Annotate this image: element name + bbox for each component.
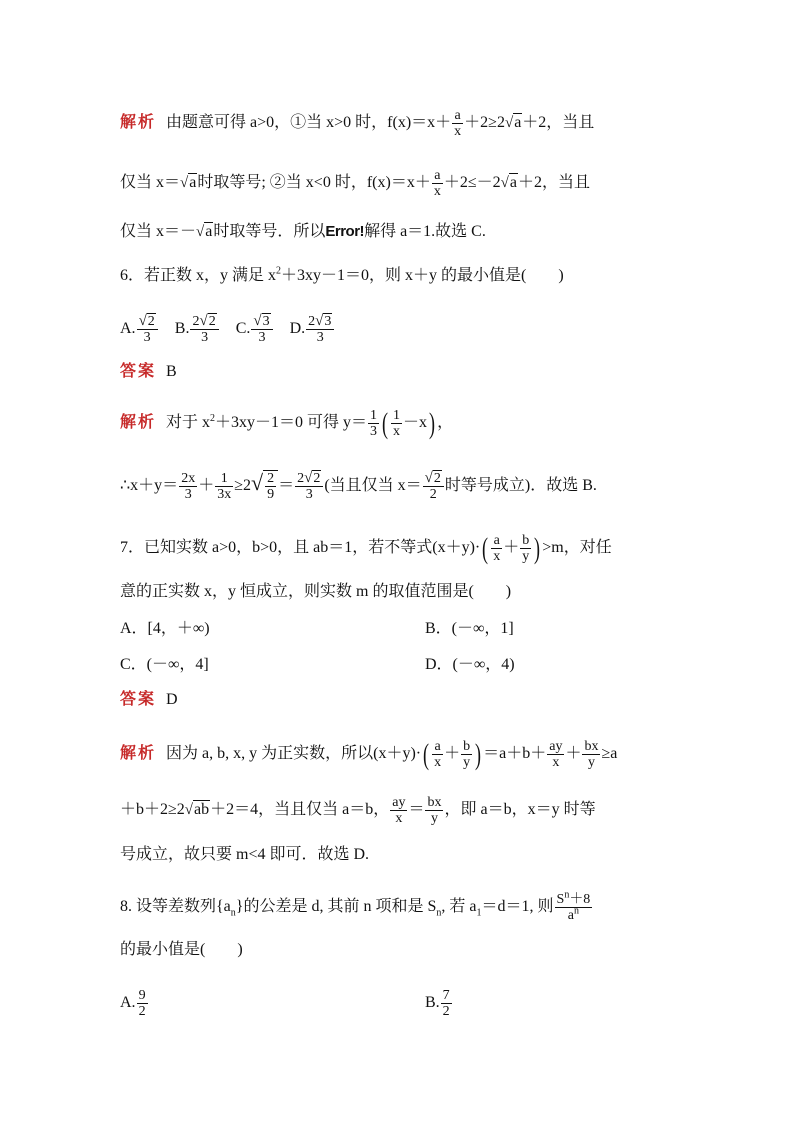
error-field-text: Error! bbox=[325, 223, 365, 240]
fraction-a-over-x: $\frac{a}{x}$ bbox=[454, 108, 462, 139]
q6-stem: 6．若正数 x，y 满足 $x^2+3xy-1=0$，则 x＋y 的最小值是( ) bbox=[120, 265, 564, 284]
sn-over-an-fraction: $\frac{S^n+8}{a^n}$ bbox=[556, 889, 591, 923]
q7-analysis-line-1: 解析 因为 a, b, x, y 为正实数，所以(x＋y)·( $\frac{a}{x}$ ＋ $\frac{b}{y}$ ) ＝a＋b＋ $\frac{ay}{x}$ ＋ $\frac{bx}{y}$ ≥a bbox=[120, 737, 618, 771]
q7-stem-line-2: 意的正实数 x，y 恒成立，则实数 m 的取值范围是( ) bbox=[120, 583, 512, 600]
option-a-fraction: $\frac{√2}{3}$ bbox=[137, 314, 158, 345]
q5-analysis-line-2: 仅当 x＝√a时取等号; ②当 x<0 时，f(x)＝x＋ $\frac{a}{x}$ ＋2≤－2√a＋2，当且 bbox=[120, 168, 590, 199]
q7-analysis-line-3: 号成立，故只要 m<4 即可．故选 D. bbox=[120, 846, 370, 863]
analysis-label: 解析 bbox=[120, 414, 157, 432]
q7-stem-line-1: 7．已知实数 a>0，b>0，且 ab＝1，若不等式(x＋y)·( $\frac{a}{x}$ ＋ $\frac{b}{y}$ ) >m，对任 bbox=[120, 531, 612, 565]
q5-analysis-line-3: 仅当 x＝－√a时取等号．所以Error!解得 a＝1.故选 C. bbox=[120, 223, 486, 240]
q6-answer: 答案 B bbox=[120, 363, 177, 380]
q7-option-c: C．(－∞，4] bbox=[120, 656, 209, 673]
q8-option-a: A. $\frac{9}{2}$ bbox=[120, 988, 146, 1019]
q6-options: A. $\frac{√2}{3}$ B. $\frac{2√2}{3}$ C. $\frac{√3}{3}$ D. $\frac{2√3}{3}$ bbox=[120, 314, 680, 345]
q8-stem-line-1: 8. 设等差数列$\{a_n\}$的公差是 d, 其前 n 项和是 $S_n$, 若 $a_1=d=1$, 则 $\frac{S^n+8}{a^n}$ bbox=[120, 889, 591, 923]
option-d-fraction: $\frac{2√3}{3}$ bbox=[306, 314, 334, 345]
answer-label: 答案 bbox=[120, 363, 157, 380]
sqrt-a: √a bbox=[196, 223, 213, 240]
analysis-label: 解析 bbox=[120, 745, 157, 763]
sqrt-a: √a bbox=[504, 114, 522, 132]
q7-answer: 答案 D bbox=[120, 691, 178, 708]
q7-option-b: B．(－∞，1] bbox=[425, 620, 514, 637]
q6-analysis-line-2: ∴x＋y＝ $\frac{2x}{3}$ ＋ $\frac{1}{3x}$ ≥2√ $\frac{2}{9}$ ＝ $\frac{2√2}{3}$ (当且仅当 x＝ $\frac{√2}{2}$ 时等号成立)．故选 B. bbox=[120, 470, 597, 502]
option-c-fraction: $\frac{√3}{3}$ bbox=[251, 314, 272, 345]
q7-option-a: A．[4，＋∞) bbox=[120, 620, 210, 637]
q5-analysis-line-1: 解析 由题意可得 a>0，①当 x>0 时，f(x)＝x＋ $\frac{a}{x}$ ＋2≥2√a＋2，当且 bbox=[120, 108, 595, 139]
q8-option-b: B. $\frac{7}{2}$ bbox=[425, 988, 450, 1019]
q8-stem-line-2: 的最小值是( ) bbox=[120, 941, 243, 958]
q7-option-d: D．(－∞，4) bbox=[425, 656, 515, 673]
fraction-a-over-x: $\frac{a}{x}$ bbox=[433, 168, 441, 199]
sqrt-a: √a bbox=[180, 174, 197, 192]
q6-analysis-line-1: 解析 对于 $x^2+3xy-1=0$ 可得 y＝ $\frac{1}{3}$ ( $\frac{1}{x}$ －x) ， bbox=[120, 406, 454, 440]
analysis-label: 解析 bbox=[120, 114, 157, 132]
q7-analysis-line-2: ＋b＋2≥2√ab＋2＝4，当且仅当 a＝b， $\frac{ay}{x}$ ＝ $\frac{bx}{y}$ ，即 a＝b，x＝y 时等 bbox=[120, 795, 596, 826]
sqrt-a: √a bbox=[500, 174, 517, 192]
option-b-fraction: $\frac{2√2}{3}$ bbox=[190, 314, 218, 345]
answer-label: 答案 bbox=[120, 691, 157, 708]
